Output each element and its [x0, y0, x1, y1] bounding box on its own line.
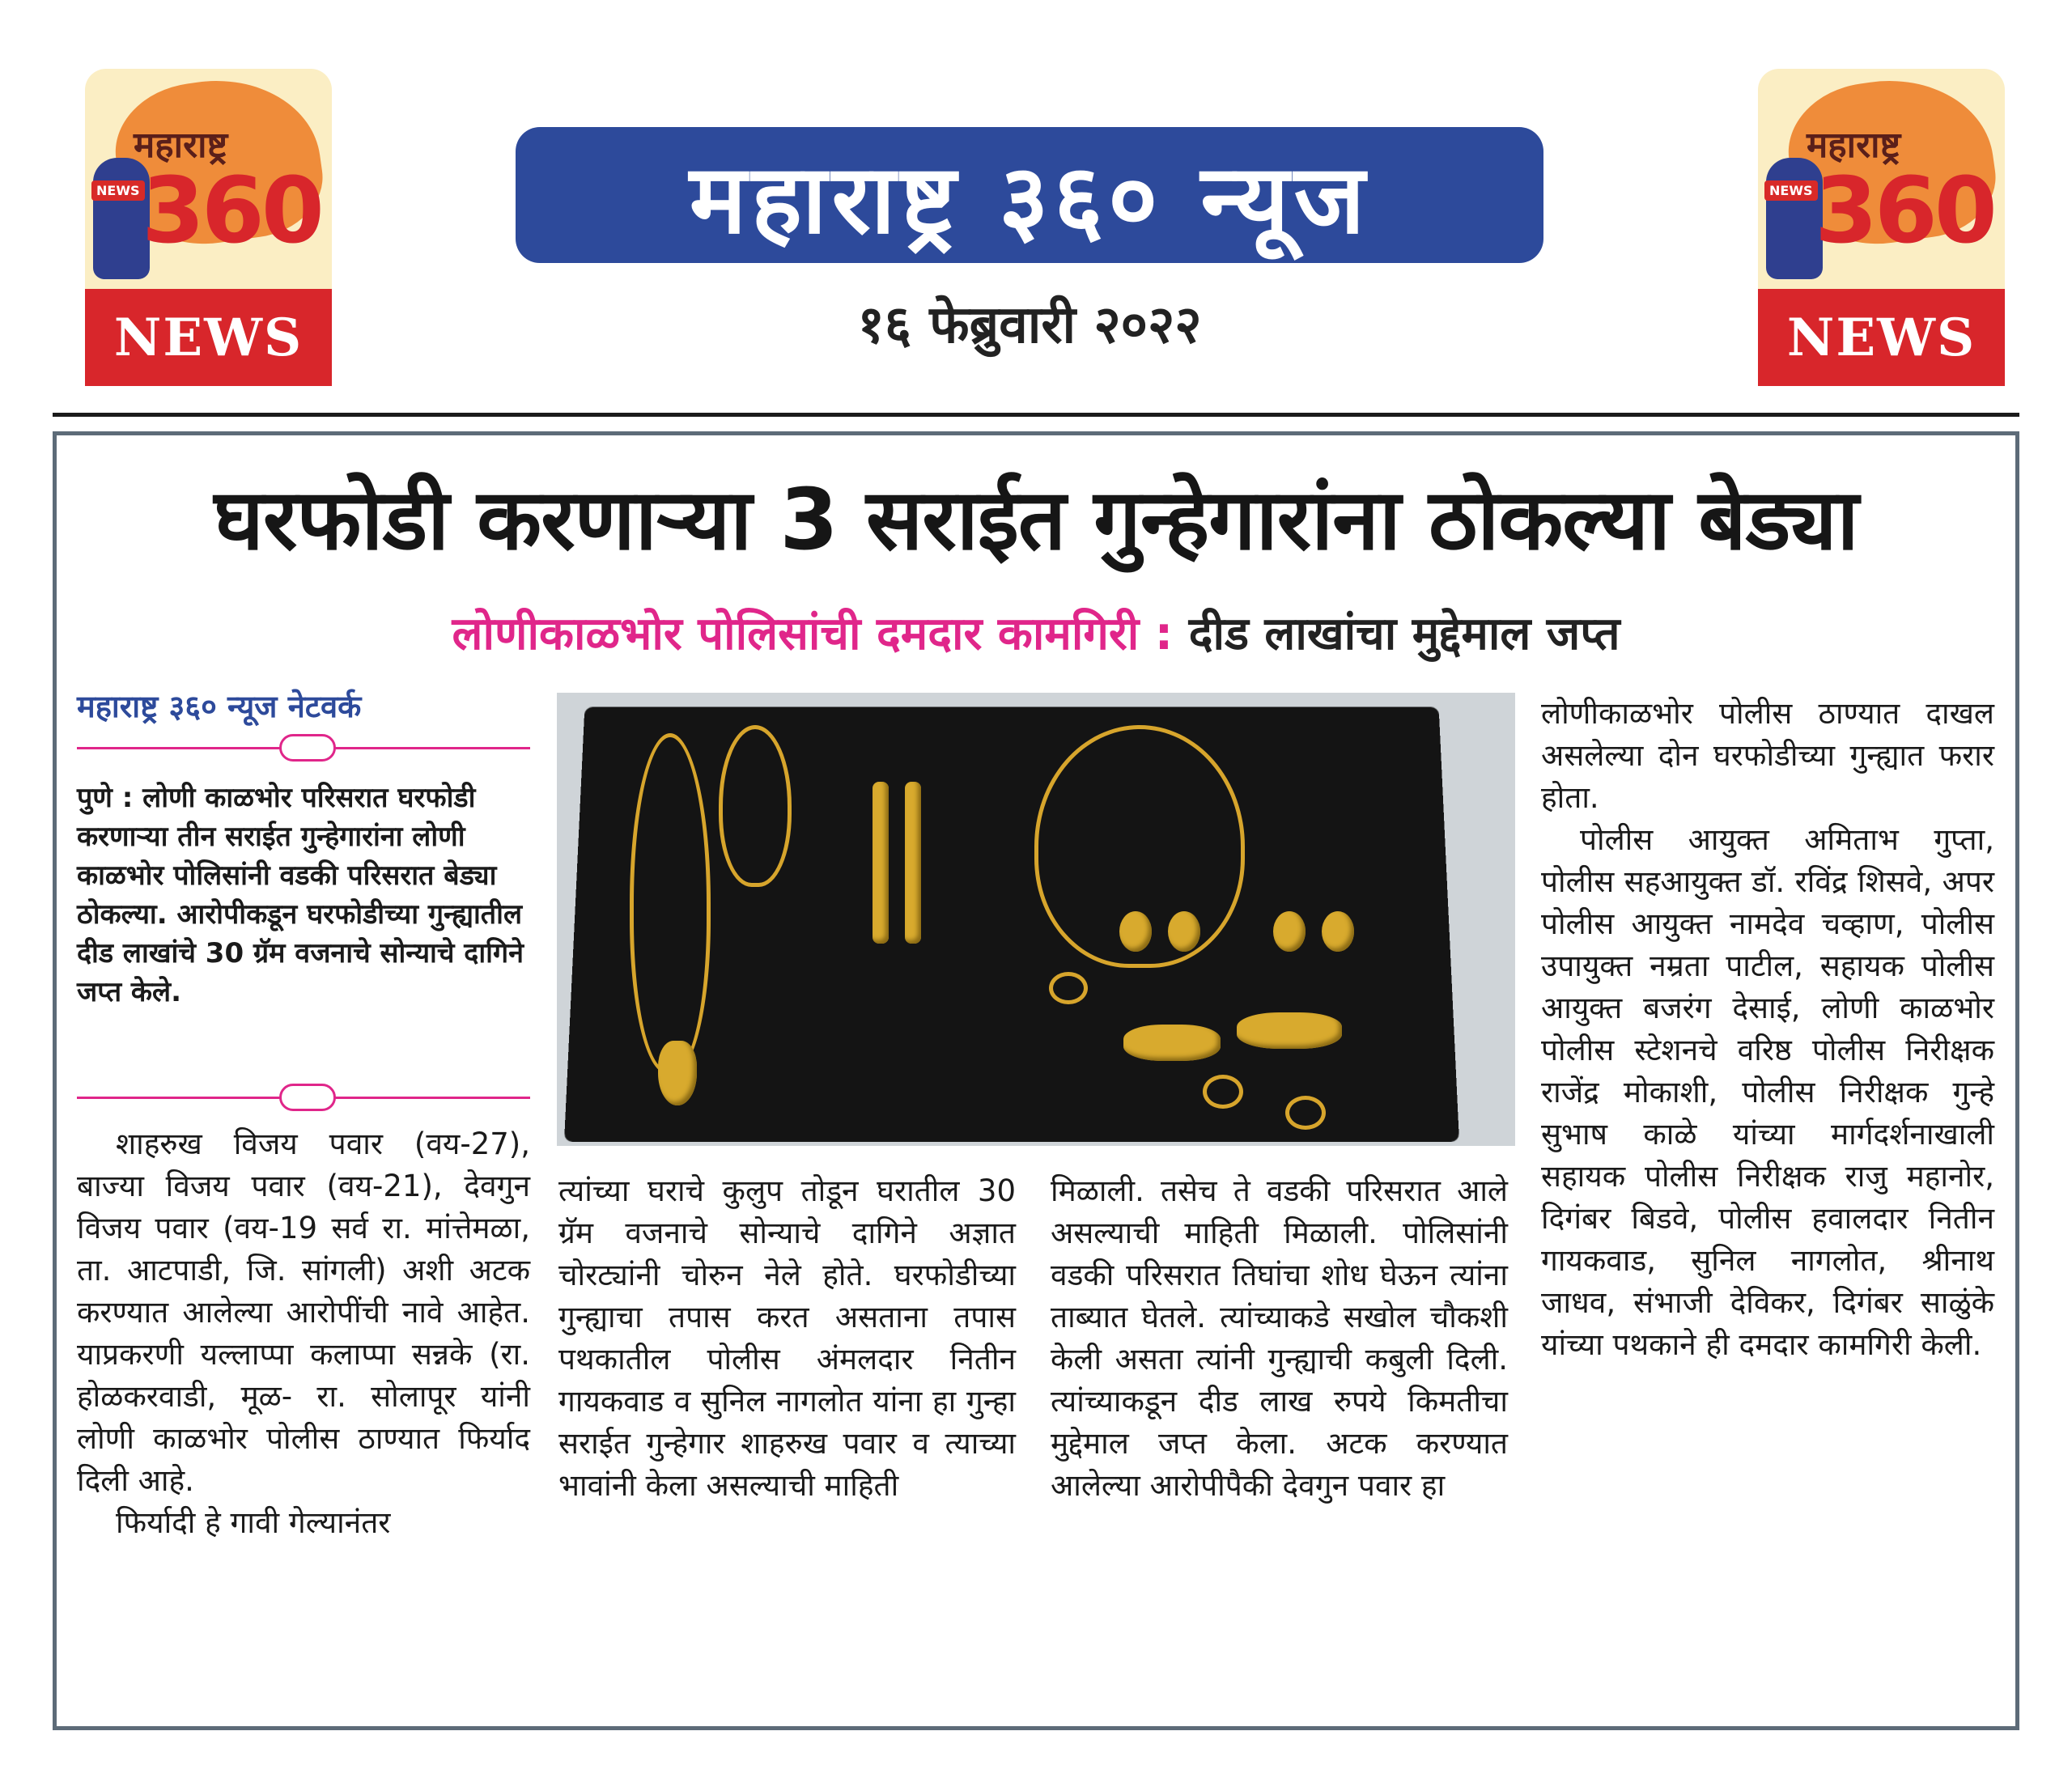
column-1-paragraph-1: शाहरुख विजय पवार (वय-27), बाज्या विजय पवार (वय-21), देवगुन विजय पवार (वय-19 सर्व रा. मांत्तेमळा, ता. आटपाडी, जि. सांगली) अशी अटक करण्यात आलेल्या आरोपींची नावे आहेत. याप्रकरणी यल्लाप्पा कलाप्पा सन्नके (रा. होळकरवाडी, मूळ- रा. सोलापूर यांनी लोणी काळभोर पोलीस ठाण्यात फिर्याद दिली आहे. [77, 1126, 530, 1498]
ring-image [1285, 1096, 1326, 1130]
column-4-paragraph-1: लोणीकाळभोर पोलीस ठाण्यात दाखल असलेल्या दोन घरफोडीच्या गुन्ह्यात फरार होता. [1541, 696, 1994, 815]
mangalsutra-chain-image [630, 733, 711, 1073]
seized-jewellery-photo [557, 693, 1515, 1146]
logo-bottom-panel [85, 289, 332, 386]
column-4-paragraph-2: पोलीस आयुक्त अमिताभ गुप्ता, पोलीस सहआयुक्त डॉ. रविंद्र शिसवे, अपर पोलीस आयुक्त नामदेव चव्हाण, पोलीस उपायुक्त नम्रता पाटील, सहायक पोलीस आयुक्त बजरंग देसाई, लोणी काळभोर पोलीस स्टेशनचे वरिष्ठ पोलीस निरीक्षक राजेंद्र मोकाशी, पोलीस निरीक्षक गुन्हे सुभाष काळे यांच्या मार्गदर्शनाखाली सहायक पोलीस निरीक्षक राजु महानोर, दिगंबर बिडवे, पोलीस हवालदार नितीन गायकवाड, सुनिल नागलोत, श्रीनाथ जाधव, संभाजी देविकर, दिगंबर साळुंके यांच्या पथकाने ही दमदार कामगिरी केली. [1541, 822, 1994, 1362]
byline-divider [77, 747, 530, 749]
earring-image [1119, 911, 1152, 952]
earring-image [1168, 911, 1200, 952]
earring-drop-image [873, 782, 889, 944]
header-rule [53, 413, 2019, 417]
logo-news-badge: NEWS [91, 180, 145, 201]
divider-ornament-icon [279, 734, 336, 762]
masthead-banner [516, 127, 1543, 263]
news-logo-left [85, 69, 332, 386]
article-column-4 [1541, 693, 1994, 1366]
article-lead: पुणे : लोणी काळभोर परिसरात घरफोडी करणाऱ्या तीन सराईत गुन्हेगारांना लोणी काळभोर पोलिसांनी वडकी परिसरात बेड्या ठोकल्या. आरोपीकडून घरफोडीच्या गुन्ह्यातील दीड लाखांचे 30 ग्रॅम वजनाचे सोन्याचे दागिने जप्त केले. [77, 782, 524, 1008]
lead-divider [77, 1097, 530, 1099]
pendant-image [658, 1041, 697, 1105]
subheadline-highlight: लोणीकाळभोर पोलिसांची दमदार कामगिरी : [452, 608, 1174, 660]
logo-text-360: 360 [1815, 159, 1994, 264]
logo-text-maharashtra: महाराष्ट्र [134, 125, 228, 166]
earring-image [1273, 911, 1306, 952]
logo-bottom-panel [1758, 289, 2005, 386]
logo-top-panel [1758, 69, 2005, 289]
logo-top-panel [85, 69, 332, 289]
article-box [53, 431, 2019, 1730]
ring-image [1049, 972, 1088, 1004]
ear-cuff-image [1123, 1025, 1221, 1061]
logo-text-news: NEWS [113, 307, 304, 368]
subheadline-rest: दीड लाखांचा मुद्देमाल जप्त [1188, 608, 1620, 660]
article-headline: घरफोडी करणाऱ्या 3 सराईत गुन्हेगारांना ठोकल्या बेड्या [214, 470, 1858, 569]
article-column-1 [77, 1123, 530, 1544]
divider-ornament-icon [279, 1084, 336, 1111]
earring-drop-image [905, 782, 921, 944]
logo-news-badge: NEWS [1764, 180, 1818, 201]
logo-text-news: NEWS [1786, 307, 1976, 368]
article-column-2: त्यांच्या घराचे कुलुप तोडून घरातील 30 ग्रॅम वजनाचे सोन्याचे दागिने अज्ञात चोरट्यांनी चोरुन नेले होते. घरफोडीच्या गुन्ह्याचा तपास करत असताना तपास पथकातील पोलीस अंमलदार नितीन गायकवाड व सुनिल नागलोत यांना हा गुन्हा सराईत गुन्हेगार शाहरुख पवार व त्याच्या भावांनी केला असल्याची माहिती [558, 1173, 1016, 1503]
article-subheadline [57, 601, 2015, 663]
ear-cuff-image [1237, 1012, 1342, 1049]
article-byline: महाराष्ट्र ३६० न्यूज नेटवर्क [77, 689, 362, 724]
logo-text-360: 360 [142, 159, 321, 264]
column-1-paragraph-2: फिर्यादी हे गावी गेल्यानंतर [116, 1505, 391, 1540]
ring-image [1203, 1075, 1243, 1109]
masthead-title: महाराष्ट्र ३६० न्यूज [689, 142, 1370, 255]
news-logo-right [1758, 69, 2005, 386]
logo-text-maharashtra: महाराष्ट्र [1807, 125, 1901, 166]
publication-date: १६ फेब्रुवारी २०२२ [857, 295, 1202, 355]
black-bead-chain-image [719, 725, 792, 887]
article-column-3: मिळाली. तसेच ते वडकी परिसरात आले असल्याची माहिती मिळाली. पोलिसांनी वडकी परिसरात तिघांचा शोध घेऊन त्यांना ताब्यात घेतले. त्यांच्याकडे सखोल चौकशी केली असता त्यांनी गुन्ह्याची कबुली दिली. त्यांच्याकडून दीड लाख रुपये किमतीचा मुद्देमाल जप्त केला. अटक करण्यात आलेल्या आरोपीपैकी देवगुन पवार हा [1051, 1173, 1508, 1503]
earring-image [1322, 911, 1354, 952]
